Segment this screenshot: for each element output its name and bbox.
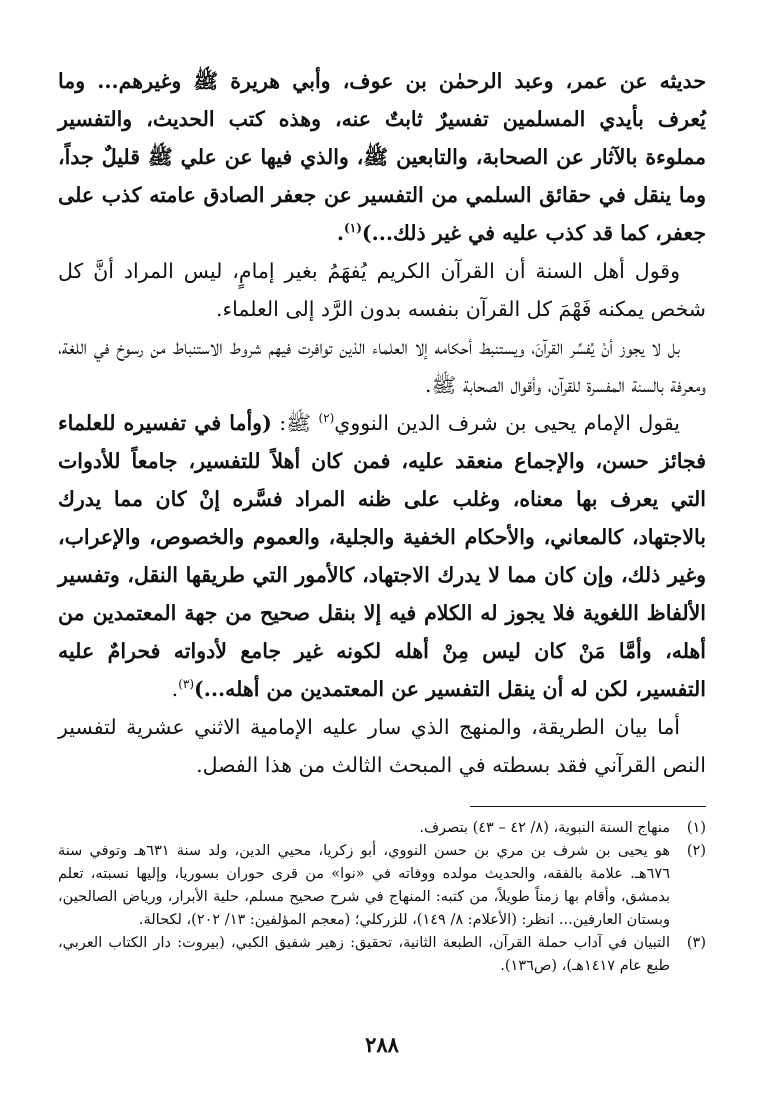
- footnote-ref-1[interactable]: (١): [344, 221, 362, 236]
- paragraph-nawawi-quote: يقول الإمام يحيى بن شرف الدين النووي$^{(٢)}$ ﷺ: (وأما في تفسيره للعلماء فجائز حسن، والإجماع منعقد عليه، فمن كان أهلاً للتفسير، جامعاً للأدوات التي يعرف بها معناه، وغلب على ظنه المراد فسَّره إنْ كان مما يدرك بالاجتهاد، كالمعاني، والأحكام الخفية والجلية، والعموم والخصوص، والإعراب، وغير ذلك، وإن كان مما لا يدرك الاجتهاد، كالأمور التي طريقها النقل، وتفسير الألفاظ اللغوية فلا يجوز له الكلام فيه إلا بنقل صحيح من جهة المعتمدين من أهله، وأمَّا مَنْ كان ليس مِنْ أهله لكونه غير جامع لأدواته فحرامٌ عليه التفسير، لكن له أن ينقل التفسير عن المعتمدين من أهله...)$^{(٣)}$.: [58, 411, 706, 701]
- footnote-number: (٣): [686, 935, 706, 951]
- footnote-text: منهاج السنة النبوية، (٨/ ٤٢ – ٤٣) بتصرف.: [419, 820, 670, 836]
- paragraph-interpretation: بل لا يجوز أنْ يُفسِّر القرآنَ، ويستنبط أحكامه إلا العلماء الذين توافرت فيهم شروط الاستنباط من رسوخ في اللغة، ومعرفة بالسنة المفسرة للقرآن، وأقوال الصحابة ﷺ.: [58, 335, 706, 397]
- quote-text: (وأما في تفسيره للعلماء فجائز حسن، والإجماع منعقد عليه، فمن كان أهلاً للتفسير، جامعاً للأدوات التي يعرف بها معناه، وغلب على ظنه المراد فسَّره إنْ كان مما يدرك بالاجتهاد، كالمعاني، والأحكام الخفية والجلية، والعموم والخصوص، والإعراب، وغير ذلك، وإن كان مما لا يدرك الاجتهاد، كالأمور التي طريقها النقل، وتفسير الألفاظ اللغوية فلا يجوز له الكلام فيه إلا بنقل صحيح من جهة المعتمدين من أهله، وأمَّا مَنْ كان ليس مِنْ أهله لكونه غير جامع لأدواته فحرامٌ عليه التفسير، لكن له أن ينقل التفسير عن المعتمدين من أهله...): [58, 411, 706, 701]
- paragraph-text: حديثه عن عمر، وعبد الرحمٰن بن عوف، وأبي هريرة ﷺ وغيرهم... وما يُعرف بأيدي المسلمين تفسيرٌ ثابتٌ عنه، وهذه كتب الحديث، والتفسير مملوءة بالآثار عن الصحابة، والتابعين ﷺ، والذي فيها عن علي ﷺ قليلٌ جداً، وما ينقل في حقائق السلمي من التفسير عن جعفر الصادق عامته كذب على جعفر، كما قد كذب عليه في غير ذلك...): [58, 69, 706, 245]
- footnote-ref-2[interactable]: (٢): [318, 411, 335, 426]
- footnote-text: التبيان في آداب حملة القرآن، الطبعة الثانية، تحقيق: زهير شفيق الكبي، (بيروت: دار الكتاب العربي، طبع عام ١٤١٧هـ)، (ص١٣٦).: [58, 935, 670, 974]
- footnotes: [58, 817, 706, 978]
- footnote-text: هو يحيى بن شرف بن مري بن حسن النووي، أبو زكريا، محيي الدين، ولد سنة ٦٣١هـ وتوفي سنة ٦٧٦هـ. علامة بالفقه، والحديث مولده ووفاته في «نوا» من قرى حوران بسوريا، وإليها نسبته، تعلم بدمشق، وأقام بها زمناً طويلاً، من كتبه: المنهاج في شرح صحيح مسلم، حلية الأبرار، ورياض الصالحين، وبستان العارفين... انظر: (الأعلام: ٨/ ١٤٩)، للزركلي؛ (معجم المؤلفين: ١٣/ ٢٠٢)، لكحالة.: [58, 843, 670, 928]
- footnote-3: [58, 932, 706, 978]
- footnote-ref-3[interactable]: (٣): [178, 677, 195, 692]
- paragraph-quote-continuation: حديثه عن عمر، وعبد الرحمٰن بن عوف، وأبي هريرة ﷺ وغيرهم... وما يُعرف بأيدي المسلمين تفسيرٌ ثابتٌ عنه، وهذه كتب الحديث، والتفسير مملوءة بالآثار عن الصحابة، والتابعين ﷺ، والذي فيها عن علي ﷺ قليلٌ جداً، وما ينقل في حقائق السلمي من التفسير عن جعفر الصادق عامته كذب على جعفر، كما قد كذب عليه في غير ذلك...)$^{(١)}$.: [58, 69, 706, 245]
- footnote-separator: [470, 806, 706, 807]
- honorific: ﷺ:: [279, 411, 311, 435]
- quote-intro: يقول الإمام يحيى بن شرف الدين النووي: [334, 411, 680, 435]
- page-body: [58, 62, 706, 978]
- page-number: ٢٨٨: [365, 1032, 399, 1057]
- footnote-2: [58, 840, 706, 932]
- footnote-number: (١): [686, 820, 706, 836]
- footnote-number: (٢): [686, 843, 706, 859]
- footnote-1: [58, 817, 706, 840]
- paragraph-method: أما بيان الطريقة، والمنهج الذي سار عليه الإمامية الاثني عشرية لتفسير النص القرآني فقد بسطته في المبحث الثالث من هذا الفصل.: [58, 715, 706, 777]
- paragraph-understanding: وقول أهل السنة أن القرآن الكريم يُفهَمُ بغير إمامٍ، ليس المراد أنَّ كل شخص يمكنه فَهْمَ كل القرآن بنفسه بدون الرَّد إلى العلماء.: [58, 259, 706, 321]
